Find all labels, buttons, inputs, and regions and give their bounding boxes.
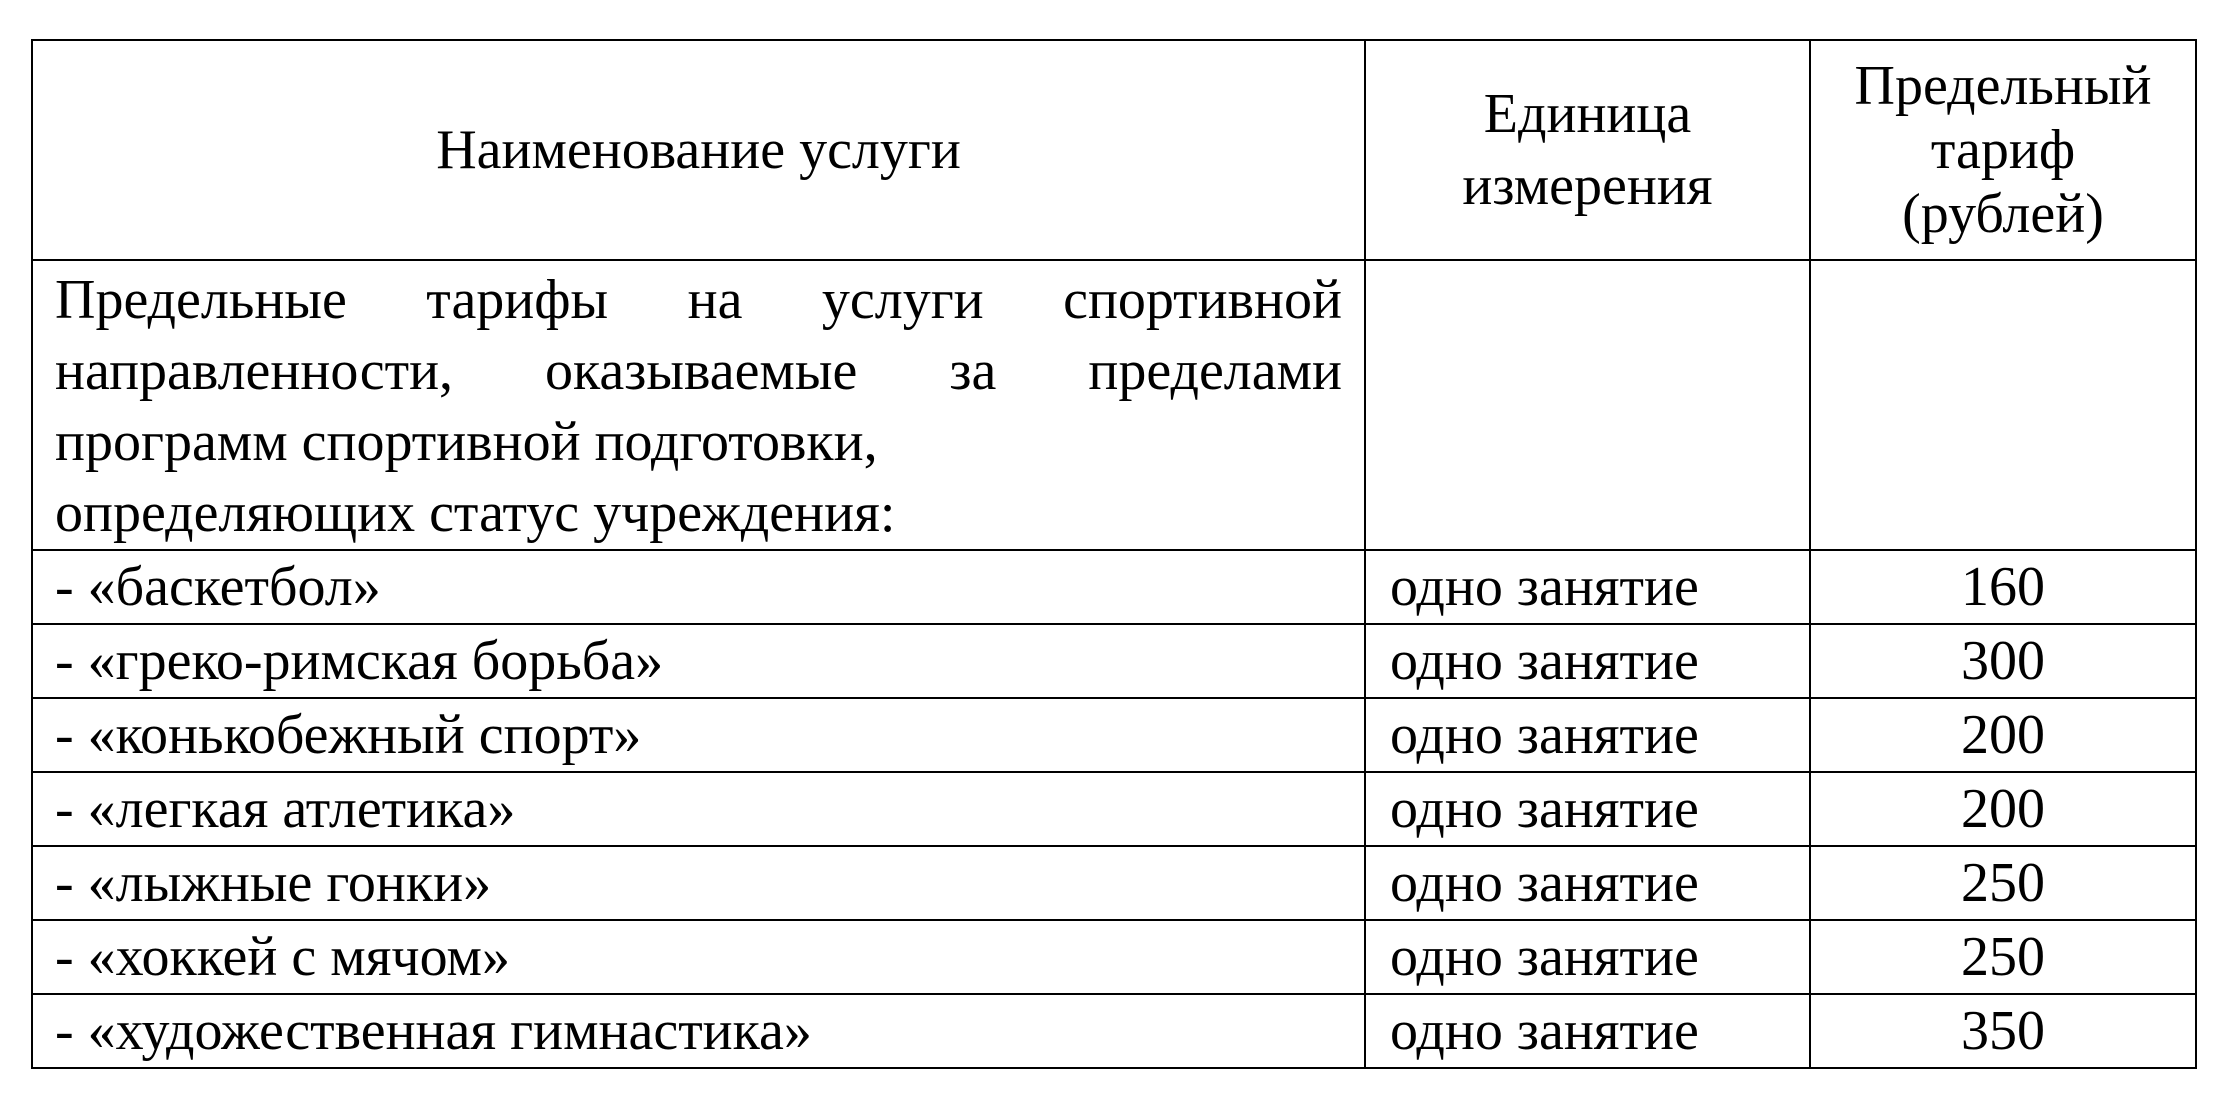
section-title-main: Предельные тарифы на услуги спортивной направленности, оказываемые за пределами программ спортивной подготовки,	[55, 269, 1342, 473]
service-name-cell: - «хоккей с мячом»	[32, 920, 1365, 994]
table-row	[32, 698, 2196, 772]
price-cell: 160	[1810, 550, 2196, 624]
unit-cell: одно занятие	[1365, 698, 1810, 772]
price-cell: 200	[1810, 698, 2196, 772]
price-cell: 300	[1810, 624, 2196, 698]
section-price-cell	[1810, 260, 2196, 550]
section-row	[32, 260, 2196, 550]
table-row	[32, 772, 2196, 846]
unit-cell: одно занятие	[1365, 994, 1810, 1068]
price-cell: 350	[1810, 994, 2196, 1068]
unit-cell: одно занятие	[1365, 624, 1810, 698]
header-unit	[1365, 40, 1810, 260]
header-tariff-line-1: Предельный	[1854, 55, 2152, 117]
service-name-cell: - «конькобежный спорт»	[32, 698, 1365, 772]
service-name-cell: - «художественная гимнастика»	[32, 994, 1365, 1068]
service-name-cell: - «греко-римская борьба»	[32, 624, 1365, 698]
price-cell: 250	[1810, 920, 2196, 994]
section-title-last-line: определяющих статус учреждения:	[55, 482, 896, 544]
header-tariff	[1810, 40, 2196, 260]
unit-cell: одно занятие	[1365, 772, 1810, 846]
table-row	[32, 994, 2196, 1068]
header-row	[32, 40, 2196, 260]
table-row	[32, 846, 2196, 920]
table-row	[32, 550, 2196, 624]
header-tariff-line-3: (рублей)	[1902, 183, 2104, 245]
section-unit-cell	[1365, 260, 1810, 550]
price-cell: 250	[1810, 846, 2196, 920]
table-row	[32, 624, 2196, 698]
header-service-name-text: Наименование услуги	[436, 119, 961, 181]
unit-cell: одно занятие	[1365, 550, 1810, 624]
section-title-cell	[32, 260, 1365, 550]
tariff-table	[31, 39, 2197, 1069]
table-row	[32, 920, 2196, 994]
service-name-cell: - «лыжные гонки»	[32, 846, 1365, 920]
header-tariff-line-2: тариф	[1930, 119, 2076, 181]
unit-cell: одно занятие	[1365, 920, 1810, 994]
header-unit-line-1: Единица	[1483, 83, 1692, 145]
price-cell: 200	[1810, 772, 2196, 846]
service-name-cell: - «баскетбол»	[32, 550, 1365, 624]
header-unit-line-2: измерения	[1462, 155, 1713, 217]
unit-cell: одно занятие	[1365, 846, 1810, 920]
header-service-name	[32, 40, 1365, 260]
service-name-cell: - «легкая атлетика»	[32, 772, 1365, 846]
